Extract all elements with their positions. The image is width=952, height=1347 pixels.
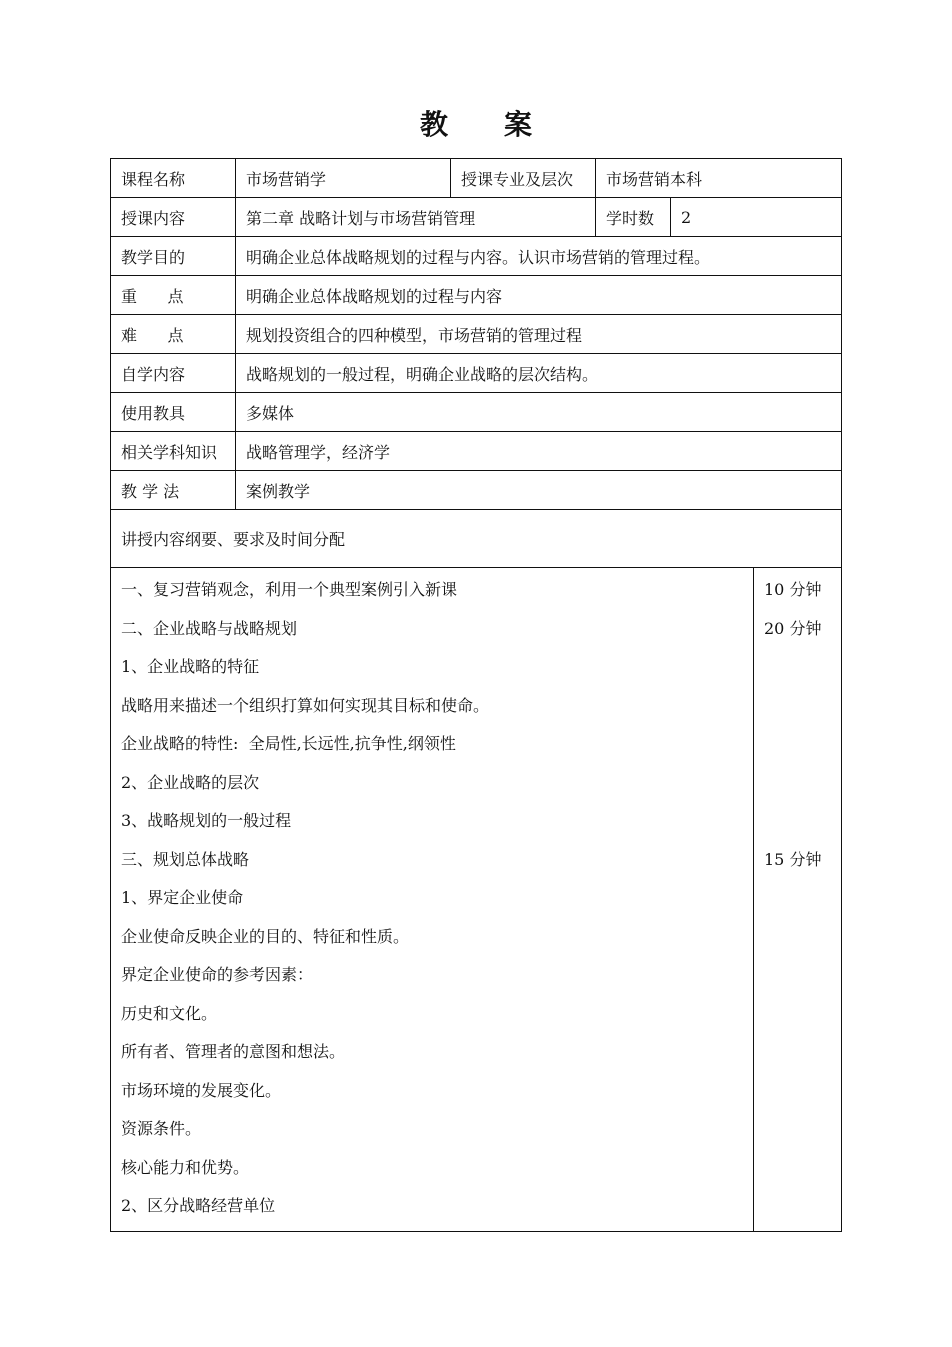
key-row <box>111 276 842 315</box>
outline-header: 讲授内容纲要、要求及时间分配 <box>111 510 842 568</box>
outline-line: 2、区分战略经营单位 <box>121 1196 276 1215</box>
method-label: 教 学 法 <box>111 471 236 510</box>
major-value: 市场营销本科 <box>596 159 842 198</box>
tools-row <box>111 393 842 432</box>
related-label: 相关学科知识 <box>111 432 236 471</box>
related-row <box>111 432 842 471</box>
time-line <box>764 653 841 692</box>
outline-line: 企业使命反映企业的目的、特征和性质。 <box>121 926 410 946</box>
major-label: 授课专业及层次 <box>451 159 596 198</box>
title-char-1: 教 <box>419 108 448 141</box>
outline-line: 界定企业使命的参考因素： <box>121 965 314 984</box>
content-value: 第二章 战略计划与市场营销管理 <box>236 198 596 237</box>
outline-line: 3、战略规划的一般过程 <box>121 811 292 830</box>
time-line: 15 分钟 <box>764 849 822 869</box>
related-value: 战略管理学，经济学 <box>236 432 842 471</box>
time-line <box>764 730 841 769</box>
self-study-label: 自学内容 <box>111 354 236 393</box>
tools-label: 使用教具 <box>111 393 236 432</box>
hard-value: 规划投资组合的四种模型，市场营销的管理过程 <box>236 315 842 354</box>
goal-label: 教学目的 <box>111 237 236 276</box>
document-title <box>0 103 952 143</box>
hard-row <box>111 315 842 354</box>
outline-line: 企业战略的特性: 全局性,长远性,抗争性,纲领性 <box>121 734 456 753</box>
outline-line: 2、企业战略的层次 <box>121 772 260 792</box>
course-label: 课程名称 <box>111 159 236 198</box>
hours-value: 2 <box>671 198 842 237</box>
outline-line: 1、企业战略的特征 <box>121 657 260 676</box>
outline-line: 历史和文化。 <box>121 1003 218 1023</box>
time-line <box>764 807 841 846</box>
outline-body-row <box>111 568 842 1232</box>
hours-label: 学时数 <box>596 198 671 237</box>
tools-value: 多媒体 <box>236 393 842 432</box>
time-line: 20 分钟 <box>764 618 822 638</box>
goal-row <box>111 237 842 276</box>
lesson-plan-table <box>110 158 842 1232</box>
time-line: 10 分钟 <box>764 580 822 599</box>
method-row <box>111 471 842 510</box>
outline-line: 核心能力和优势。 <box>121 1157 250 1177</box>
outline-line: 三、规划总体战略 <box>121 849 250 869</box>
outline-line: 一、复习营销观念，利用一个典型案例引入新课 <box>121 580 458 599</box>
goal-value: 明确企业总体战略规划的过程与内容。认识市场营销的管理过程。 <box>236 237 842 276</box>
outline-line: 二、企业战略与战略规划 <box>121 618 298 638</box>
course-row <box>111 159 842 198</box>
course-value: 市场营销学 <box>236 159 451 198</box>
time-allocation <box>754 568 842 1232</box>
key-label: 重 点 <box>111 276 236 315</box>
self-study-value: 战略规划的一般过程，明确企业战略的层次结构。 <box>236 354 842 393</box>
title-char-2: 案 <box>504 108 533 141</box>
time-line <box>764 692 841 731</box>
hard-label: 难 点 <box>111 315 236 354</box>
outline-body <box>111 568 754 1232</box>
outline-line: 战略用来描述一个组织打算如何实现其目标和使命。 <box>121 695 490 715</box>
outline-line: 所有者、管理者的意图和想法。 <box>121 1042 346 1061</box>
content-label: 授课内容 <box>111 198 236 237</box>
outline-header-row <box>111 510 842 568</box>
outline-line: 1、界定企业使命 <box>121 888 244 907</box>
self-study-row <box>111 354 842 393</box>
outline-line: 资源条件。 <box>121 1119 202 1138</box>
outline-line: 市场环境的发展变化。 <box>121 1080 282 1100</box>
content-row <box>111 198 842 237</box>
method-value: 案例教学 <box>236 471 842 510</box>
time-line <box>764 769 841 808</box>
key-value: 明确企业总体战略规划的过程与内容 <box>236 276 842 315</box>
